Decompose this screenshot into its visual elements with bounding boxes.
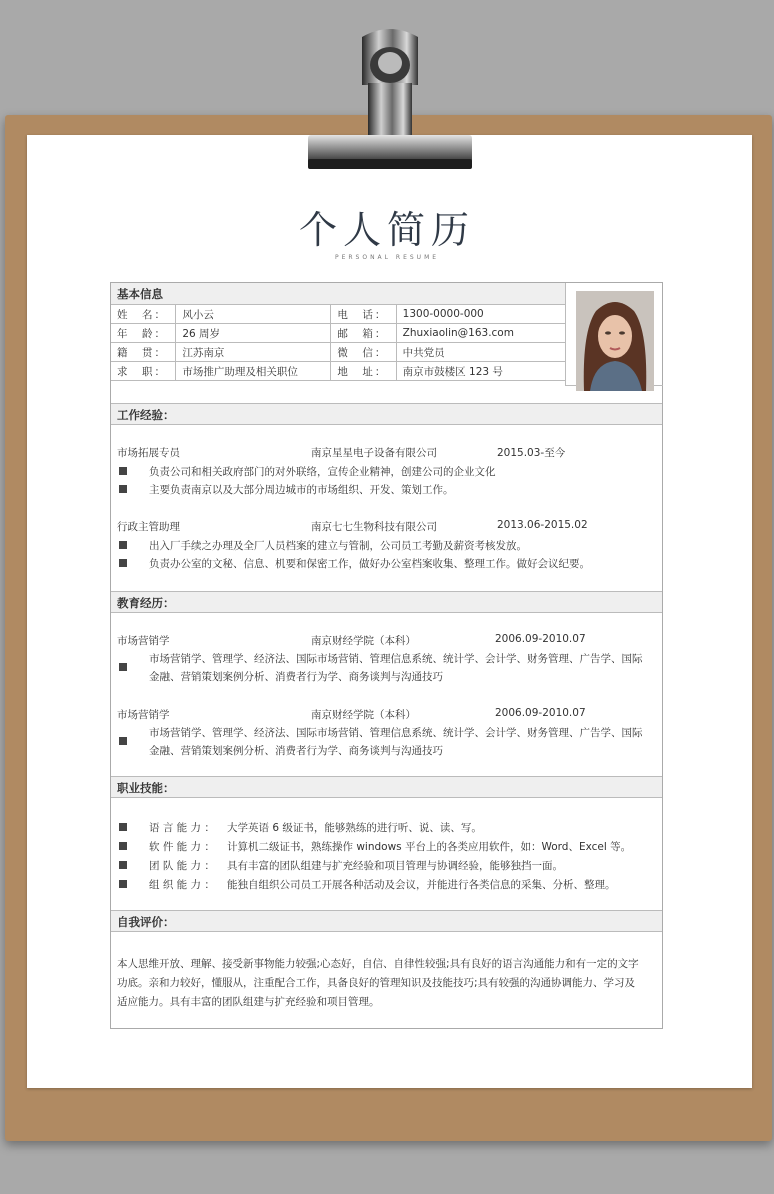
info-value: 江苏南京: [176, 343, 331, 362]
info-row: [111, 305, 565, 324]
skill-desc: 计算机二级证书，熟练操作 windows 平台上的各类应用软件，如：Word、Excel 等。: [227, 841, 632, 853]
info-row: [111, 324, 565, 343]
job-duty: 负责办公室的文秘、信息、机要和保密工作，做好办公室档案收集、整理工作。做好会议纪要。: [149, 558, 590, 570]
course-list: 金融、营销策划案例分析、消费者行为学、商务谈判与沟通技巧: [149, 671, 443, 683]
job-duty: 负责公司和相关政府部门的对外联络，宣传企业精神，创建公司的企业文化: [149, 466, 496, 478]
edu-date: 2006.09-2010.07: [495, 707, 586, 719]
info-value: 南京市鼓楼区 123 号: [396, 362, 565, 381]
job-duty: 主要负责南京以及大部分周边城市的市场组织、开发、策划工作。: [149, 484, 454, 496]
job-title: 行政主管助理: [117, 521, 180, 533]
skill-name: 组 织 能 力 ：: [149, 879, 215, 891]
info-label: 地 址：: [331, 362, 396, 381]
basic-info-heading: 基本信息: [111, 283, 565, 305]
bullet-icon: [119, 737, 127, 745]
bullet-icon: [119, 541, 127, 549]
bullet-icon: [119, 880, 127, 888]
bullet-icon: [119, 663, 127, 671]
info-value: 1300-0000-000: [396, 305, 565, 324]
basic-info-table: [111, 305, 565, 381]
bullet-icon: [119, 842, 127, 850]
info-label: 求 职：: [111, 362, 176, 381]
info-value: 26 周岁: [176, 324, 331, 343]
bullet-icon: [119, 861, 127, 869]
resume-subtitle: PERSONAL RESUME: [334, 254, 440, 261]
info-label: 电 话：: [331, 305, 396, 324]
self-eval-heading: 自我评价：: [111, 910, 662, 932]
self-eval-line: 本人思维开放、理解、接受新事物能力较强;心态好，自信、自律性较强;具有良好的语言沟通能力和有一定的文字: [117, 958, 639, 970]
course-list: 金融、营销策划案例分析、消费者行为学、商务谈判与沟通技巧: [149, 745, 443, 757]
info-value: Zhuxiaolin@163.com: [396, 324, 565, 343]
info-row: [111, 362, 565, 381]
info-label: 年 龄：: [111, 324, 176, 343]
education-heading: 教育经历：: [111, 591, 662, 613]
edu-date: 2006.09-2010.07: [495, 633, 586, 645]
info-label: 姓 名：: [111, 305, 176, 324]
info-label: 邮 箱：: [331, 324, 396, 343]
school-name: 南京财经学院（本科）: [311, 635, 416, 647]
job-date: 2015.03-至今: [497, 447, 566, 459]
self-eval-line: 适应能力。具有丰富的团队组建与扩充经验和项目管理。: [117, 996, 380, 1008]
course-list: 市场营销学、管理学、经济法、国际市场营销、管理信息系统、统计学、会计学、财务管理、广告学、国际: [149, 727, 643, 739]
major-name: 市场营销学: [117, 635, 170, 647]
job-date: 2013.06-2015.02: [497, 519, 588, 531]
job-title: 市场拓展专员: [117, 447, 180, 459]
bullet-icon: [119, 823, 127, 831]
skill-name: 团 队 能 力 ：: [149, 860, 215, 872]
resume-table: [110, 282, 663, 1029]
resume-title-block: [262, 208, 512, 261]
skill-desc: 能独自组织公司员工开展各种活动及会议，并能进行各类信息的采集、分析、整理。: [227, 879, 616, 891]
course-list: 市场营销学、管理学、经济法、国际市场营销、管理信息系统、统计学、会计学、财务管理、广告学、国际: [149, 653, 643, 665]
bullet-icon: [119, 559, 127, 567]
info-value: 市场推广助理及相关职位: [176, 362, 331, 381]
info-label: 籍 贯：: [111, 343, 176, 362]
job-duty: 出入厂手续之办理及全厂人员档案的建立与管制，公司员工考勤及薪资考核发放。: [149, 540, 527, 552]
photo-cell: [565, 283, 663, 386]
school-name: 南京财经学院（本科）: [311, 709, 416, 721]
info-value: 风小云: [176, 305, 331, 324]
major-name: 市场营销学: [117, 709, 170, 721]
profile-photo: [576, 291, 654, 391]
company-name: 南京星星电子设备有限公司: [311, 447, 437, 459]
company-name: 南京七七生物科技有限公司: [311, 521, 437, 533]
work-heading: 工作经验：: [111, 403, 662, 425]
bullet-icon: [119, 485, 127, 493]
bullet-icon: [119, 467, 127, 475]
info-value: 中共党员: [396, 343, 565, 362]
binder-clip-icon: [300, 25, 480, 180]
skill-name: 软 件 能 力 ：: [149, 841, 215, 853]
skill-desc: 大学英语 6 级证书，能够熟练的进行听、说、读、写。: [227, 822, 482, 834]
info-row: [111, 343, 565, 362]
skill-name: 语 言 能 力 ：: [149, 822, 215, 834]
self-eval-line: 功底。亲和力较好，懂服从，注重配合工作，具备良好的管理知识及技能技巧;具有较强的沟通协调能力、学习及: [117, 977, 636, 989]
resume-title: 个人简历: [298, 208, 475, 252]
info-label: 微 信：: [331, 343, 396, 362]
skills-heading: 职业技能：: [111, 776, 662, 798]
skill-desc: 具有丰富的团队组建与扩充经验和项目管理与协调经验，能够独挡一面。: [227, 860, 563, 872]
